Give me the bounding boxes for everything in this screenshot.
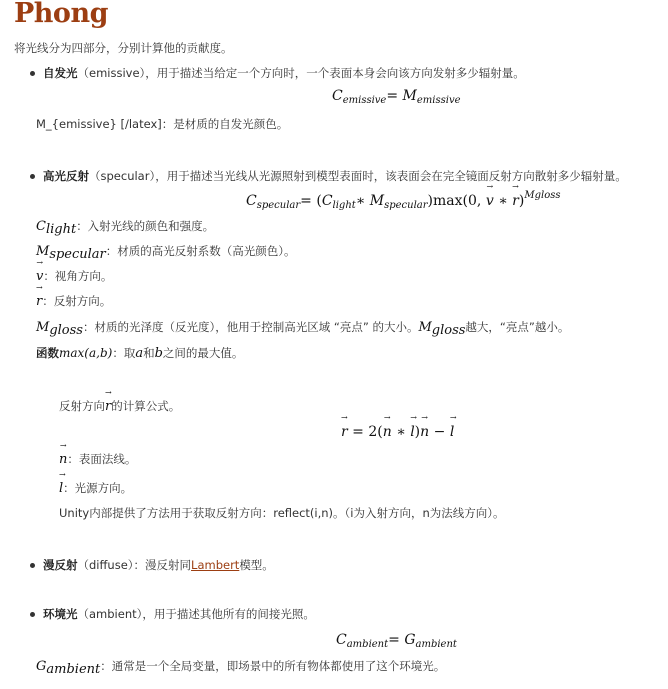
specular-desc: ，用于描述当光线从光源照射到模型表面时，该表面会在完全镜面反射方向散射多少辐射量。	[155, 169, 627, 183]
bullet-dot	[30, 563, 35, 568]
bullet-dot	[30, 174, 35, 179]
l-def: → l：光源方向。	[59, 480, 132, 496]
unity-note: Unity内部提供了方法用于获取反射方向：reflect(i,n)。（i为入射方向，n为法线方向）。	[59, 506, 505, 520]
ambient-line: 环境光（ambient），用于描述其他所有的间接光照。	[43, 607, 315, 621]
emissive-term: 自发光	[43, 66, 78, 80]
ambient-formula: $C_{ambient}= G_{ambient}$	[336, 632, 457, 650]
specular-en: （specular）	[89, 169, 156, 183]
page-title: Phong	[14, 0, 108, 29]
bullet-dot	[30, 612, 35, 617]
mgloss-def: Mgloss：材质的光泽度（反光度），他用于控制高光区域 “亮点” 的大小。Mgloss越大，“亮点”越小。	[36, 320, 570, 338]
ambient-note: Gambient：通常是一个全局变量，即场景中的所有物体都使用了这个环境光。	[36, 659, 446, 677]
reflect-formula: → r = 2(→ n ∗ → l)→ n − → l	[341, 424, 454, 440]
emissive-note: M_{emissive} [/latex]：是材质的自发光颜色。	[36, 117, 289, 131]
clight-def: Clight：入射光线的颜色和强度。	[36, 219, 215, 237]
emissive-line	[43, 65, 525, 81]
ambient-term: 环境光	[43, 607, 78, 621]
specular-line	[43, 168, 627, 184]
diffuse-line: 漫反射（diffuse）：漫反射同Lambert模型。	[43, 558, 274, 572]
emissive-desc: ，用于描述当给定一个方向时，一个表面本身会向该方向发射多少辐射量。	[145, 66, 525, 80]
diffuse-term: 漫反射	[43, 558, 78, 572]
r-def: → r：反射方向。	[36, 293, 111, 309]
reflect-title: 反射方向→ r的计算公式。	[59, 398, 180, 414]
max-func-def: 函数max(a,b)：取a和b之间的最大值。	[36, 346, 244, 361]
v-def: → v：视角方向。	[36, 268, 112, 284]
bullet-dot	[30, 71, 35, 76]
lambert-link[interactable]: Lambert	[191, 558, 240, 572]
intro-text: 将光线分为四部分，分别计算他的贡献度。	[14, 41, 233, 55]
mspec-def: Mspecular：材质的高光反射系数（高光颜色）。	[36, 244, 296, 262]
specular-formula: $C_{specular}=$ ($C_{light}∗$ $M_{specular})\max(0$, → v ∗ → r)$^{Mgloss}$	[246, 190, 560, 211]
n-def: → n：表面法线。	[59, 451, 136, 467]
emissive-en: （emissive）	[77, 66, 146, 80]
specular-term: 高光反射	[43, 169, 89, 183]
emissive-formula: $C_{emissive}= M_{emissive}$	[332, 88, 461, 106]
